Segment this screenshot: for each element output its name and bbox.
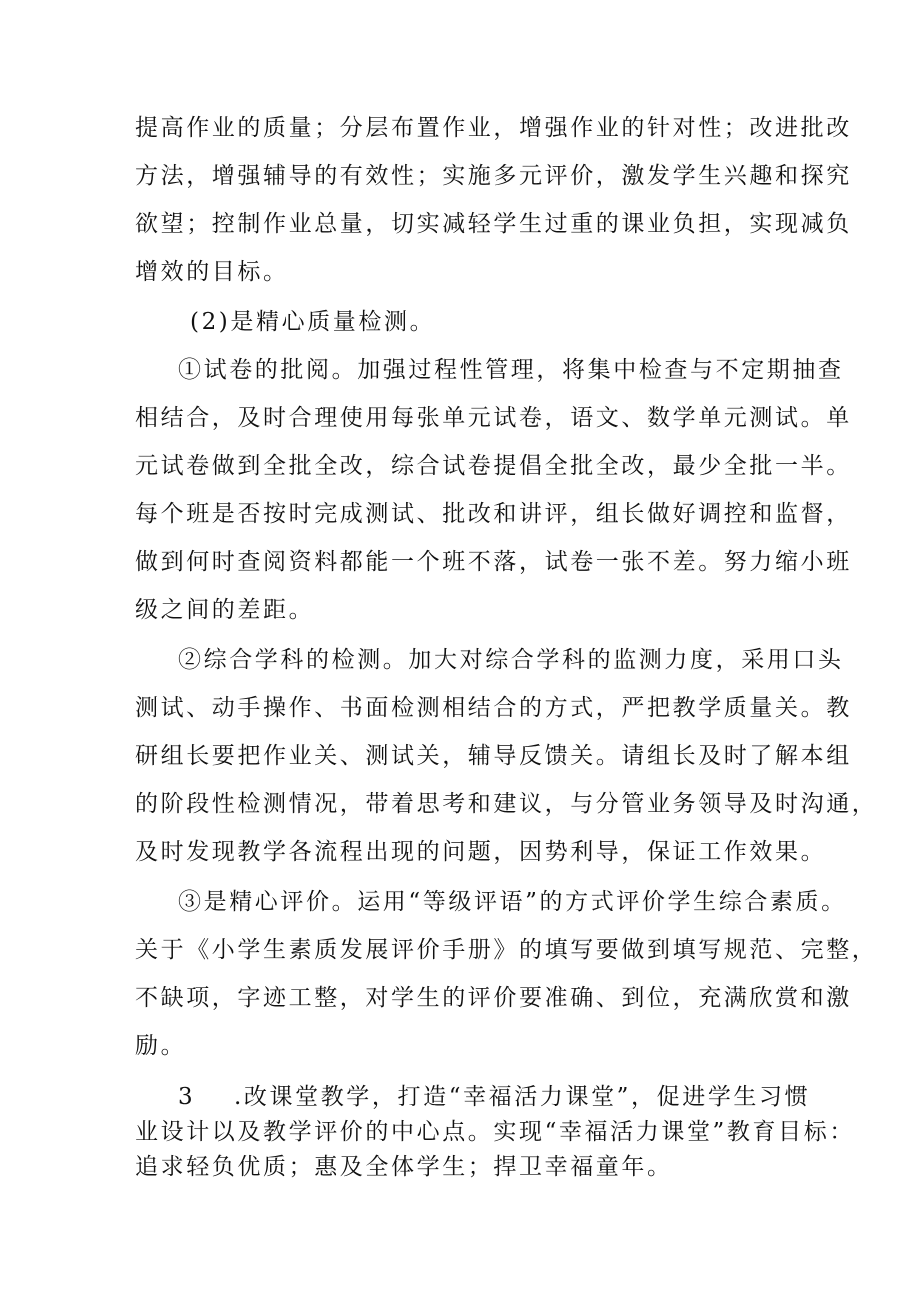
- text-line: 级之间的差距。: [135, 597, 315, 623]
- text-line: 测试、动手操作、书面检测相结合的方式，严把教学质量关。教: [135, 695, 852, 721]
- paragraph-evaluation: [135, 878, 878, 1070]
- text-line: 方法，增强辅导的有效性；实施多元评价，激发学生兴趣和探究: [135, 163, 852, 189]
- text-line: 的阶段性检测情况，带着思考和建议，与分管业务领导及时沟通，: [135, 791, 878, 817]
- item-number: 3: [178, 1084, 196, 1110]
- text-line: 业设计以及教学评价的中心点。实现“幸福活力课堂”教育目标：: [135, 1119, 855, 1145]
- text-line: 研组长要把作业关、测试关，辅导反馈关。请组长及时了解本组: [135, 743, 852, 769]
- text-line: 欲望；控制作业总量，切实减轻学生过重的课业负担，实现减负: [135, 211, 852, 237]
- text-line: 每个班是否按时完成测试、批改和讲评，组长做好调控和监督，: [135, 501, 852, 527]
- text-line: 不缺项，字迹工整，对学生的评价要准确、到位，充满欣赏和激: [135, 985, 852, 1011]
- text-line: 元试卷做到全批全改，综合试卷提倡全批全改，最少全批一半。: [135, 453, 852, 479]
- paragraph-quality-testing-heading: [190, 298, 850, 346]
- text-line: ③是精心评价。运用“等级评语”的方式评价学生综合素质。: [178, 889, 847, 915]
- text-line: [135, 1080, 811, 1115]
- text-line: 关于《小学生素质发展评价手册》的填写要做到填写规范、完整，: [135, 937, 878, 963]
- paragraph-homework-quality: [135, 104, 852, 296]
- paragraph-classroom-reform: [135, 1080, 855, 1185]
- text-line: 提高作业的质量；分层布置作业，增强作业的针对性；改进批改: [135, 115, 852, 141]
- text-line: 相结合，及时合理使用每张单元试卷，语文、数学单元测试。单: [135, 405, 852, 431]
- paragraph-paper-marking: [135, 346, 852, 634]
- text-line: 及时发现教学各流程出现的问题，因势利导，保证工作效果。: [135, 839, 827, 865]
- paragraph-comprehensive-testing: [135, 636, 878, 876]
- text-line: 励。: [135, 1033, 187, 1059]
- text-fragment: .改课堂教学，打造“幸福活力课堂”，促进学生习惯: [234, 1084, 811, 1110]
- text-line: 增效的目标。: [135, 259, 289, 285]
- text-line: ②综合学科的检测。加大对综合学科的监测力度，采用口头: [178, 647, 844, 673]
- text-line: 做到何时查阅资料都能一个班不落，试卷一张不差。努力缩小班: [135, 549, 852, 575]
- section-heading: (2)是精心质量检测。: [190, 309, 436, 335]
- text-line: 追求轻负优质；惠及全体学生；捍卫幸福童年。: [135, 1154, 673, 1180]
- text-line: ①试卷的批阅。加强过程性管理，将集中检查与不定期抽查: [178, 357, 844, 383]
